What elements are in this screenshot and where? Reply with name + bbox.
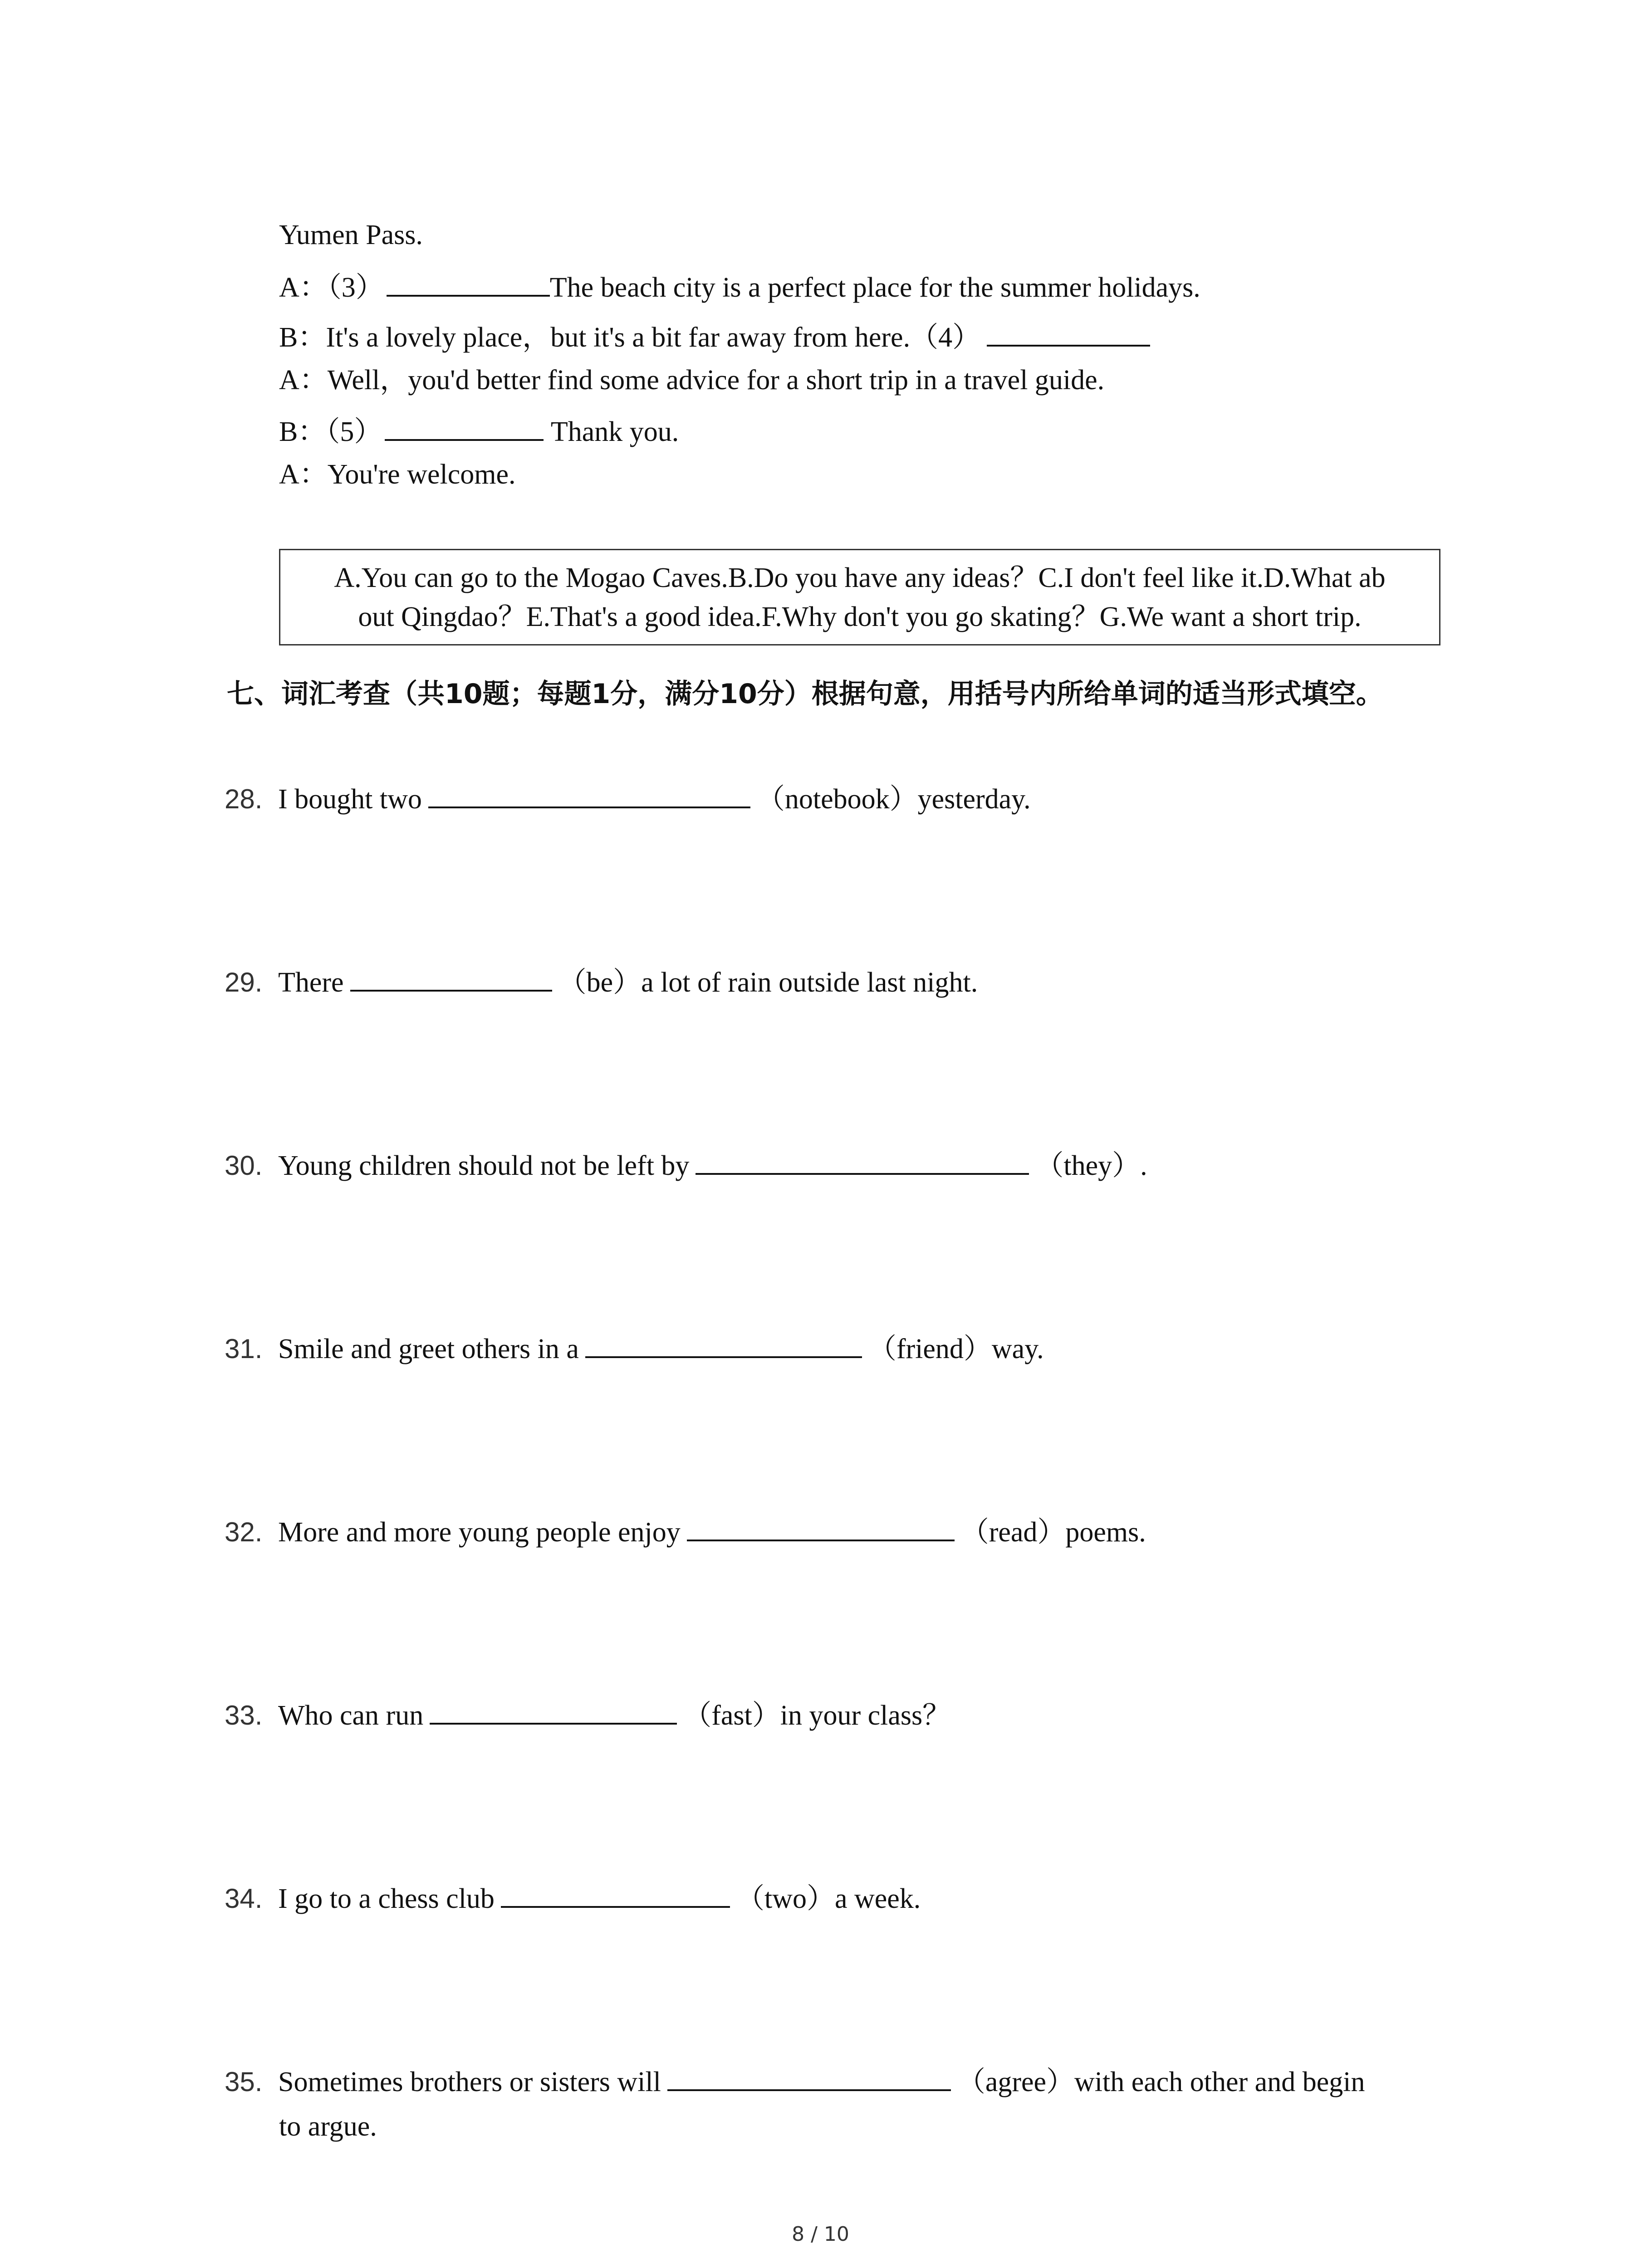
dialogue-speaker-text: A：（3） [279, 272, 384, 303]
question-text: More and more young people enjoy [278, 1517, 681, 1548]
answer-blank[interactable] [687, 1512, 955, 1541]
answer-blank[interactable] [696, 1146, 1029, 1175]
question-number: 35. [225, 2067, 263, 2097]
question-hint: （agree）with each other and begin [957, 2067, 1365, 2097]
question-34 [225, 1879, 921, 1917]
options-box [279, 549, 1440, 645]
question-hint: （friend）way. [868, 1334, 1044, 1364]
question-hint: （they）. [1035, 1150, 1147, 1181]
dialogue-line-5 [279, 412, 679, 450]
question-hint: （notebook）yesterday. [756, 784, 1031, 815]
dialogue-line-6 [279, 456, 515, 493]
answer-blank[interactable] [585, 1329, 862, 1358]
dialogue-text: A：Well，you'd better find some advice for a short trip in a travel guide. [279, 365, 1105, 396]
question-text: Smile and greet others in a [278, 1334, 579, 1364]
question-number: 28. [225, 784, 263, 814]
question-text: Who can run [278, 1700, 424, 1731]
answer-blank[interactable] [430, 1696, 677, 1725]
question-32 [225, 1512, 1146, 1550]
answer-blank[interactable] [501, 1879, 730, 1908]
question-28 [225, 779, 1031, 817]
question-number: 30. [225, 1150, 263, 1181]
dialogue-line-2 [279, 268, 1200, 306]
options-line-1: A.You can go to the Mogao Caves.B.Do you have any ideas？C.I don't feel like it.D.What ab [334, 562, 1386, 593]
dialogue-line-4 [279, 362, 1104, 398]
question-text: Sometimes brothers or sisters will [278, 2067, 661, 2097]
section-heading: 七、词汇考查（共10题；每题1分，满分10分）根据句意，用括号内所给单词的适当形式填空。 [227, 678, 1383, 710]
question-text: I bought two [278, 784, 422, 815]
dialogue-text: B：It's a lovely place，but it's a bit far away from here.（4） [279, 322, 981, 353]
question-hint: （read）poems. [960, 1517, 1146, 1548]
answer-blank[interactable] [667, 2062, 951, 2091]
answer-blank-5[interactable] [385, 412, 544, 441]
question-number: 33. [225, 1700, 263, 1730]
question-number: 31. [225, 1334, 263, 1364]
dialogue-text: Thank you. [544, 416, 679, 447]
dialogue-line-1 [279, 217, 423, 253]
dialogue-line-3 [279, 318, 1156, 356]
question-31 [225, 1329, 1044, 1367]
question-35 [225, 2062, 1365, 2100]
answer-blank[interactable] [350, 963, 552, 992]
answer-blank-4[interactable] [987, 318, 1150, 347]
dialogue-text: Yumen Pass. [279, 220, 423, 250]
question-text: There [278, 967, 344, 998]
page-number: 8 / 10 [792, 2223, 849, 2246]
question-number: 34. [225, 1883, 263, 1914]
question-text: Young children should not be left by [278, 1150, 690, 1181]
question-hint: （fast）in your class？ [683, 1700, 951, 1731]
question-29 [225, 963, 978, 1001]
question-30 [225, 1146, 1147, 1184]
answer-blank-3[interactable] [387, 268, 550, 297]
options-line-2: out Qingdao？E.That's a good idea.F.Why don't you go skating？G.We want a short trip. [358, 601, 1362, 632]
dialogue-speaker-text: B：（5） [279, 416, 382, 447]
question-35-continuation: to argue. [279, 2111, 377, 2142]
dialogue-text: The beach city is a perfect place for the summer holidays. [549, 272, 1200, 303]
question-33 [225, 1696, 950, 1734]
question-number: 32. [225, 1517, 263, 1547]
question-hint: （be）a lot of rain outside last night. [558, 967, 978, 998]
dialogue-text: A：You're welcome. [279, 459, 516, 490]
question-number: 29. [225, 967, 263, 997]
answer-blank[interactable] [428, 779, 750, 808]
question-hint: （two）a week. [736, 1883, 921, 1914]
question-text: I go to a chess club [278, 1883, 495, 1914]
